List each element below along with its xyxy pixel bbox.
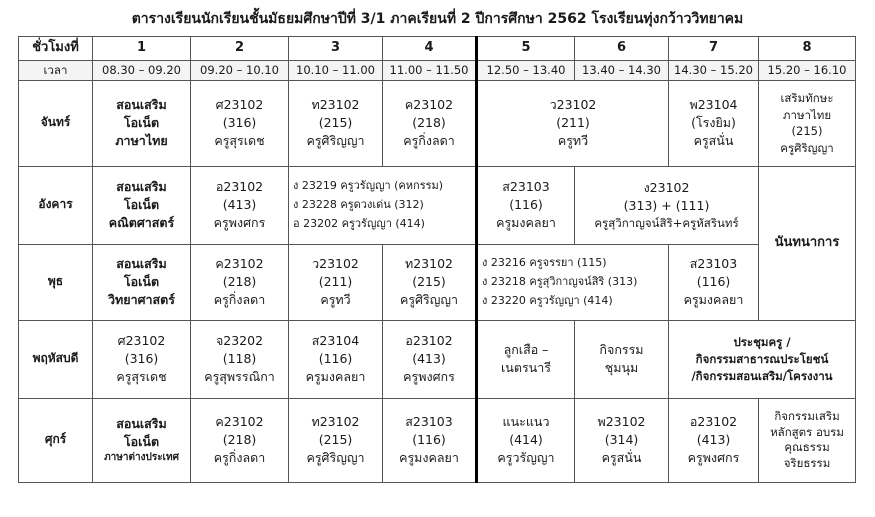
cell-line: ภาษาไทย [782, 107, 832, 122]
room: (116) [696, 274, 731, 290]
cell-line: โอเน็ต [123, 433, 160, 449]
cell-line: กิจกรรมเสริม [774, 409, 840, 424]
elective-cell [477, 244, 669, 320]
time-label: เวลา [19, 61, 93, 81]
class-cell [383, 80, 477, 166]
room: (116) [318, 351, 353, 367]
room: (314) [604, 432, 639, 448]
period-label: ชั่วโมงที่ [19, 37, 93, 61]
cell-line: กิจกรรม [599, 342, 644, 358]
elective-cell [289, 166, 477, 244]
teacher: ครูกิ่งลดา [213, 292, 266, 308]
room: (218) [412, 115, 446, 131]
activity-cell [575, 320, 669, 398]
class-cell [575, 166, 759, 244]
class-cell [191, 80, 289, 166]
room: (211) [318, 274, 353, 290]
class-cell [93, 166, 191, 244]
day-label: ศุกร์ [19, 398, 93, 482]
course-code: ศ23102 [215, 96, 264, 112]
elective-line: ง 23216 ครูจรรยา (115) [482, 256, 607, 270]
timetable [18, 36, 856, 483]
room: (218) [222, 274, 257, 290]
class-cell [669, 244, 759, 320]
day-label: พฤหัสบดี [19, 320, 93, 398]
time-cell: 11.00 – 11.50 [383, 61, 477, 81]
cell-line: โอเน็ต [123, 197, 160, 213]
period-number: 6 [575, 37, 669, 61]
class-cell [191, 320, 289, 398]
cell-line: แนะแนว [502, 413, 550, 429]
elective-line: ง 23219 ครูวรัญญา (คหกรรม) [293, 179, 444, 193]
period-number: 4 [383, 37, 477, 61]
teacher: ครูสุรเดช [214, 133, 265, 149]
period-number: 3 [289, 37, 383, 61]
teacher: ครูกิ่งลดา [403, 133, 455, 149]
teacher: ครูสนั่น [601, 450, 642, 466]
class-cell [289, 244, 383, 320]
day-label: อังคาร [19, 166, 93, 244]
teacher: ครูสุรเดช [116, 369, 167, 385]
class-cell [477, 80, 669, 166]
cell-line: คณิตศาสตร์ [108, 215, 175, 231]
course-code: ง23102 [643, 179, 690, 195]
room: (413) [696, 432, 731, 448]
time-cell: 09.20 – 10.10 [191, 61, 289, 81]
period-header-row [19, 37, 856, 61]
room: (215) [318, 115, 353, 131]
cell-line: สอนเสริม [116, 178, 167, 194]
room: (215) [412, 274, 446, 290]
room: (414) [509, 432, 543, 448]
elective-line: ง 23228 ครูดวงเด่น (312) [293, 197, 424, 211]
course-code: ท23102 [311, 413, 360, 429]
time-cell: 13.40 – 14.30 [575, 61, 669, 81]
room: (218) [222, 432, 257, 448]
course-code: ส23104 [311, 332, 360, 348]
class-cell [93, 244, 191, 320]
class-cell [669, 80, 759, 166]
course-code: ว23102 [549, 96, 597, 112]
teacher: ครูสนั่น [693, 133, 734, 149]
cell-line: โอเน็ต [123, 274, 160, 290]
recreation-cell: นันทนาการ [759, 166, 856, 320]
room: (413) [222, 197, 257, 213]
time-cell: 15.20 – 16.10 [759, 61, 856, 81]
teacher: ครูกิ่งลดา [213, 450, 266, 466]
course-code: ท23102 [404, 255, 453, 271]
room: (โรงยิม) [691, 115, 736, 131]
course-code: ศ23102 [117, 332, 166, 348]
class-cell [383, 398, 477, 482]
period-number: 1 [93, 37, 191, 61]
period-number: 2 [191, 37, 289, 61]
class-cell [383, 320, 477, 398]
course-code: พ23102 [597, 413, 646, 429]
teacher: ครูมงคลยา [496, 215, 556, 231]
cell-line: กิจกรรมสาธารณประโยชน์ [695, 351, 829, 366]
class-cell [191, 398, 289, 482]
cell-line: คุณธรรม [784, 440, 830, 455]
teacher: ครูพงศกร [213, 215, 266, 231]
cell-line: สอนเสริม [116, 415, 167, 431]
cell-line: วิทยาศาสตร์ [107, 292, 176, 308]
day-row-friday [19, 398, 856, 482]
class-cell [289, 398, 383, 482]
teacher: ครูพงศกร [687, 450, 740, 466]
room: (316) [124, 351, 159, 367]
elective-line: ง 23220 ครูวรัญญา (414) [482, 293, 613, 307]
cell-line: โอเน็ต [123, 115, 160, 131]
course-code: อ23102 [689, 413, 738, 429]
activity-cell [477, 320, 575, 398]
class-cell [289, 320, 383, 398]
cell-line: เสริมทักษะ [780, 90, 834, 105]
room: (211) [556, 115, 590, 131]
time-cell: 10.10 – 11.00 [289, 61, 383, 81]
time-cell: 14.30 – 15.20 [669, 61, 759, 81]
course-code: ท23102 [311, 96, 360, 112]
course-code: อ23102 [405, 332, 453, 348]
teacher: ครูมงคลยา [305, 369, 366, 385]
teacher: ครูศิริญญา [399, 292, 459, 308]
period-number: 7 [669, 37, 759, 61]
course-code: ส23103 [689, 255, 738, 271]
cell-line: หลักสูตร อบรม [770, 424, 844, 439]
teacher: ครูวรัญญา [497, 450, 555, 466]
cell-line: ชุมนุม [604, 360, 639, 376]
room: (116) [412, 432, 446, 448]
period-number: 8 [759, 37, 856, 61]
day-row-tuesday [19, 166, 856, 244]
page-title: ตารางเรียนนักเรียนชั้นมัธยมศึกษาปีที่ 3/1 ภาคเรียนที่ 2 ปีการศึกษา 2562 โรงเรียนทุ่งกว้าววิทยาคม [131, 11, 744, 27]
cell-line: จริยธรรม [783, 455, 831, 470]
teacher: ครูศิริญญา [306, 133, 365, 149]
teacher: ครูสุพรรณิกา [204, 369, 275, 385]
teacher: ครูสุวิกาญจน์สิริ+ครูหัสรินทร์ [594, 215, 739, 230]
room: (116) [509, 197, 543, 213]
cell-line: สอนเสริม [116, 96, 167, 112]
day-row-wednesday [19, 244, 856, 320]
cell-line: /กิจกรรมสอนเสริม/โครงงาน [691, 368, 833, 383]
teacher: ครูทวี [557, 133, 589, 149]
cell-line: ภาษาไทย [115, 133, 168, 149]
teacher: ครูมงคลยา [399, 450, 459, 466]
course-code: จ23202 [215, 332, 264, 348]
time-row [19, 61, 856, 81]
cell-line: สอนเสริม [116, 255, 167, 271]
period-number: 5 [477, 37, 575, 61]
room: (215) [791, 124, 823, 139]
class-cell [759, 80, 856, 166]
teacher: ครูมงคลยา [683, 292, 744, 308]
teacher: ครูศิริญญา [306, 450, 365, 466]
cell-line: ภาษาต่างประเทศ [104, 452, 179, 464]
time-cell: 12.50 – 13.40 [477, 61, 575, 81]
teacher: ครูศิริญญา [780, 140, 834, 155]
class-cell [93, 80, 191, 166]
class-cell [477, 398, 575, 482]
cell-line: เนตรนารี [501, 360, 551, 376]
course-code: ค23102 [215, 255, 264, 271]
class-cell [191, 244, 289, 320]
class-cell [669, 398, 759, 482]
class-cell [93, 398, 191, 482]
meeting-cell [669, 320, 856, 398]
day-row-monday [19, 80, 856, 166]
day-label: จันทร์ [19, 80, 93, 166]
day-label: พุธ [19, 244, 93, 320]
class-cell [383, 244, 477, 320]
class-cell [93, 320, 191, 398]
course-code: ว23102 [312, 255, 359, 271]
class-cell [191, 166, 289, 244]
day-row-thursday [19, 320, 856, 398]
course-code: อ23102 [215, 178, 264, 194]
activity-cell [759, 398, 856, 482]
class-cell [575, 398, 669, 482]
teacher: ครูพงศกร [403, 369, 455, 385]
elective-line: ง 23218 ครูสุวิกาญจน์สิริ (313) [482, 274, 638, 288]
room: (413) [412, 351, 446, 367]
course-code: ค23102 [215, 413, 264, 429]
teacher: ครูทวี [320, 292, 351, 308]
room: (215) [318, 432, 353, 448]
cell-line: ประชุมครู / [733, 335, 791, 350]
time-cell: 08.30 – 09.20 [93, 61, 191, 81]
course-code: ส23103 [405, 413, 453, 429]
room: (313) + (111) [623, 197, 710, 213]
class-cell [289, 80, 383, 166]
course-code: ส23103 [502, 178, 550, 194]
elective-line: อ 23202 ครูวรัญญา (414) [293, 216, 425, 230]
course-code: ค23102 [404, 96, 454, 112]
cell-line: ลูกเสือ – [503, 342, 549, 358]
class-cell [477, 166, 575, 244]
room: (118) [222, 351, 257, 367]
room: (316) [222, 115, 257, 131]
course-code: พ23104 [689, 96, 738, 112]
